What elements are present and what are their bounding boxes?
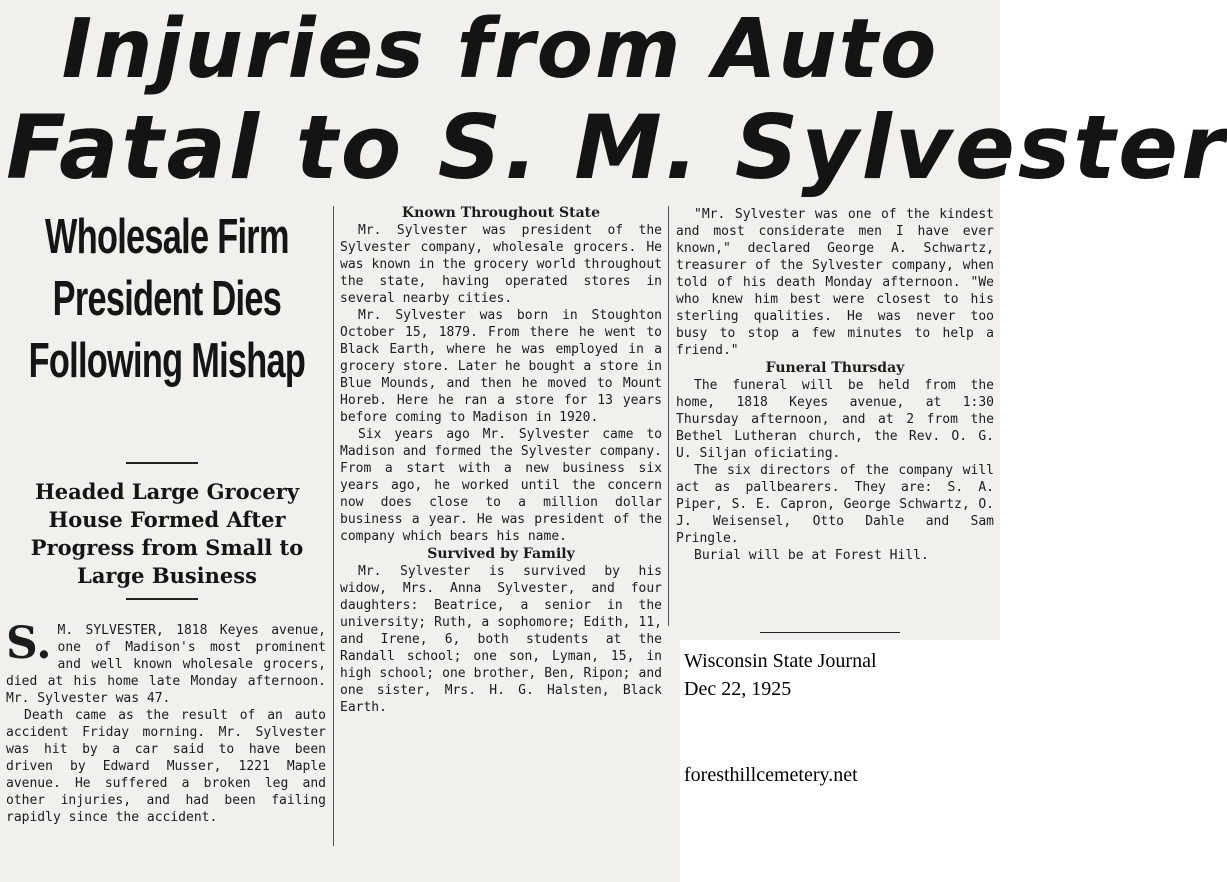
column-1 bbox=[6, 618, 326, 826]
lead-paragraph: M. SYLVESTER, 1818 Keyes avenue, one of Madison's most prominent and well known wholesale grocers, died at his home late Monday afternoon. Mr. Sylvester was 47. bbox=[6, 623, 326, 706]
headline-line-1: Injuries from Auto bbox=[61, 2, 939, 97]
accident-paragraph: Death came as the result of an auto accident Friday morning. Mr. Sylvester was hit by a car said to have been driven by Edward Musser, 1221 Maple avenue. He suffered a broken leg and other injuries, and had been failing rapidly since the accident. bbox=[6, 708, 326, 825]
headline-line-2: Fatal to S. M. Sylvester bbox=[6, 96, 1227, 199]
column-rule-2 bbox=[668, 206, 669, 626]
column-rule-1 bbox=[333, 206, 334, 846]
drop-cap: S. bbox=[6, 618, 52, 669]
main-deck: Wholesale Firm President Dies Following Mishap bbox=[28, 210, 306, 388]
paragraph-born: Mr. Sylvester was born in Stoughton October 15, 1879. From there he went to Black Earth, where he was employed in a grocery store. Later he bought a store in Blue Mounds, and then he moved to Mount Horeb. Here he ran a store for 13 years before coming to Madison in 1920. bbox=[340, 308, 662, 425]
subhead-survived-by-family: Survived by Family bbox=[427, 546, 575, 562]
paragraph-quote: "Mr. Sylvester was one of the kindest and most considerate men I have ever known," declared George A. Schwartz, treasurer of the Sylvester company, when told of his death Monday afternoon. "We who knew him best were closest to his sterling qualities. He was never too busy to stop a few minutes to help a friend." bbox=[676, 207, 994, 358]
sub-deck: Headed Large Grocery House Formed After Progress from Small to Large Business bbox=[30, 479, 304, 588]
end-rule bbox=[760, 632, 900, 633]
paragraph-burial: Burial will be at Forest Hill. bbox=[694, 548, 929, 563]
credit-paper: Wisconsin State Journal bbox=[684, 650, 877, 672]
paragraph-pallbearers: The six directors of the company will act as pallbearers. They are: S. A. Piper, S. E. Capron, George Schwartz, O. J. Weisensel, Otto Dahle and Sam Pringle. bbox=[676, 463, 994, 546]
deck-rule-lower bbox=[126, 598, 198, 600]
paragraph-survivors: Mr. Sylvester is survived by his widow, Mrs. Anna Sylvester, and four daughters: Beatrice, a senior in the university; Ruth, a sophomore; Edith, 11, and Irene, 6, both students at the Randall school; one son, Lyman, 15, in high school; one brother, Ben, Ripon; and one sister, Mrs. H. G. Halsten, Black Earth. bbox=[340, 564, 662, 715]
credit-site: foresthillcemetery.net bbox=[684, 764, 858, 786]
credit-date: Dec 22, 1925 bbox=[684, 678, 792, 700]
subhead-funeral-thursday: Funeral Thursday bbox=[765, 360, 905, 376]
paragraph-company: Six years ago Mr. Sylvester came to Madison and formed the Sylvester company. From a start with a new business six years ago, he worked until the concern now does close to a million dollar business a year. He was president of the company which bears his name. bbox=[340, 427, 662, 544]
deck-rule bbox=[126, 462, 198, 464]
paragraph-president: Mr. Sylvester was president of the Sylvester company, wholesale grocers. He was known in the grocery world throughout the state, having operated stores in several nearby cities. bbox=[340, 223, 662, 306]
column-3 bbox=[676, 206, 994, 564]
column-2 bbox=[340, 204, 662, 716]
subhead-known-throughout-state: Known Throughout State bbox=[401, 205, 601, 221]
paragraph-funeral: The funeral will be held from the home, 1818 Keyes avenue, at 1:30 Thursday afternoon, and at 2 from the Bethel Lutheran church, the Rev. O. G. U. Siljan oficiating. bbox=[676, 378, 994, 461]
